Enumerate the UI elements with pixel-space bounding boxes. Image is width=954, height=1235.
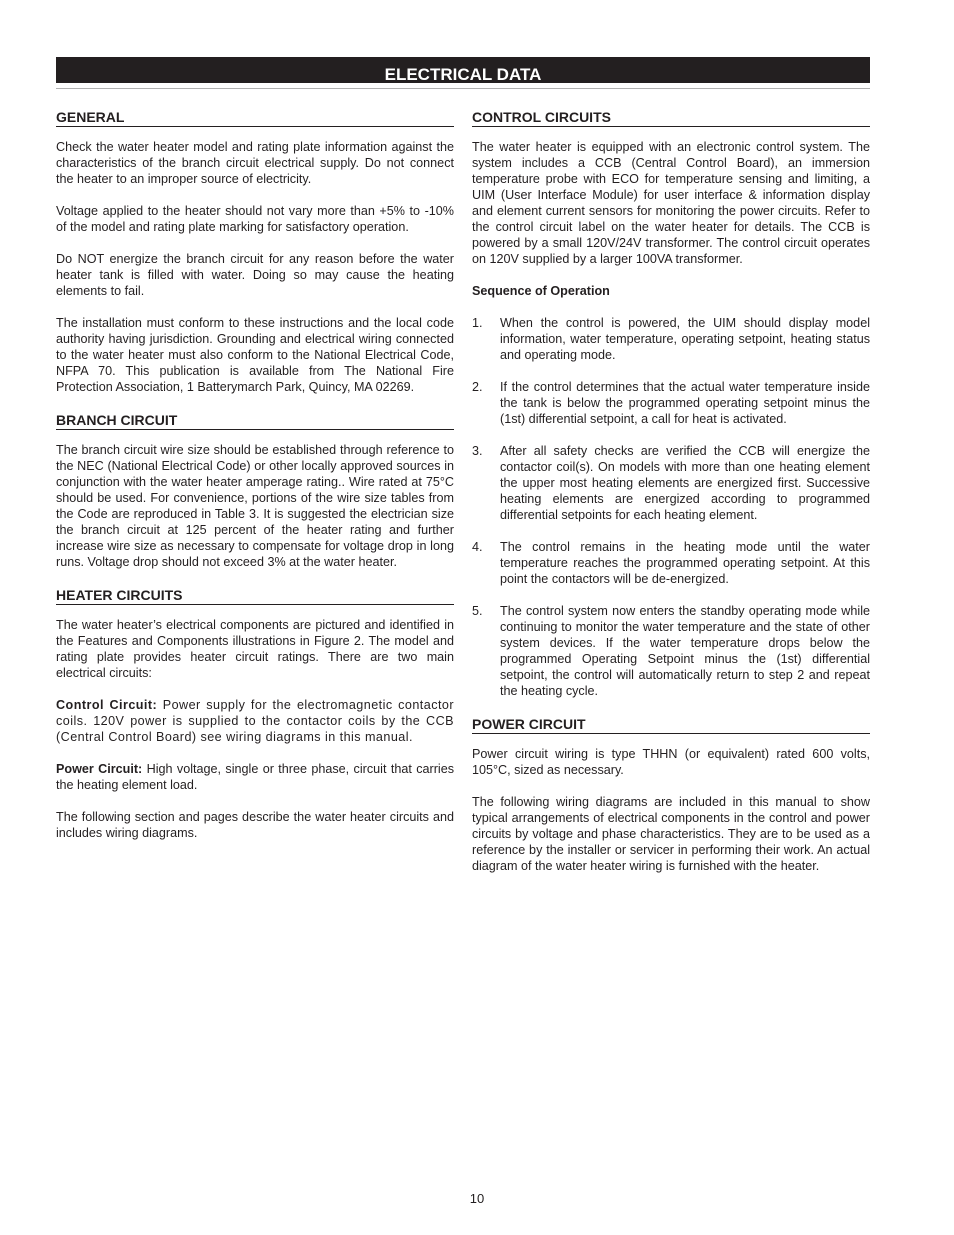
step-number: 3. [472,444,483,458]
sequence-steps-list [472,315,870,699]
power-circuit-text: High voltage, single or three phase, circuit that carries the heating element load. [56,762,454,792]
step-text: After all safety checks are verified the CCB will energize the contactor coil(s). On models with more than one heating element the upper most heating elements are energized first. Successive heating elements are energized according to programmed differential setpoints for each heating element. [500,444,870,522]
power-circuit-paragraph [56,761,454,793]
step-number: 1. [472,316,483,330]
power-circuit-paragraph-1: Power circuit wiring is type THHN (or equivalent) rated 600 volts, 105°C, sized as necessary. [472,747,870,777]
step-text: The control system now enters the standby operating mode while continuing to monitor the water temperature and the state of other system devices. If the water temperature drops below the programmed Operating Setpoint minus the (1st) differential setpoint, the control will automatically return to step 2 and repeat the heating cycle. [500,604,870,698]
list-item [472,379,870,427]
list-item [472,443,870,523]
power-circuit-paragraph-2: The following wiring diagrams are included in this manual to show typical arrangements of electrical components in the control and power circuits by voltage and phase characteristics. They are to be used as a reference by the installer or servicer in performing their work. An actual diagram of the water heater wiring is furnished with the heater. [472,795,870,873]
page-title: ELECTRICAL DATA [56,57,870,83]
list-item [472,539,870,587]
general-paragraph-1: Check the water heater model and rating plate information against the characteristics of the branch circuit electrical supply. Do not connect the heater to an improper source of electricity. [56,140,454,186]
heading-power-circuit: POWER CIRCUIT [472,715,870,734]
step-number: 2. [472,380,483,394]
step-text: If the control determines that the actual water temperature inside the tank is below the programmed operating setpoint minus the (1st) differential setpoint, a call for heat is activated. [500,380,870,426]
heading-general: GENERAL [56,108,454,127]
heater-circuits-paragraph-last: The following section and pages describe the water heater circuits and includes wiring diagrams. [56,810,454,840]
step-text: When the control is powered, the UIM should display model information, water temperature, operating setpoint, heating status and operating mode. [500,316,870,362]
step-text: The control remains in the heating mode until the water temperature reaches the programmed operating setpoint. At this point the contactors will be de-energized. [500,540,870,586]
general-paragraph-3: Do NOT energize the branch circuit for any reason before the water heater tank is filled with water. Doing so may cause the heating elements to fail. [56,252,454,298]
title-divider [56,88,870,89]
control-circuit-paragraph [56,697,454,745]
general-paragraph-4: The installation must conform to these instructions and the local code authority having jurisdiction. Grounding and electrical wiring connected to the water heater must also conform to the National Electrical Code, NFPA 70. This publication is available from The National Fire Protection Association, 1 Batterymarch Park, Quincy, MA 02269. [56,316,454,394]
step-number: 4. [472,540,483,554]
control-circuit-text: Power supply for the electromagnetic contactor coils. 120V power is supplied to the contactor coils by the CCB (Central Control Board) see wiring diagrams in this manual. [56,698,455,744]
heading-branch-circuit: BRANCH CIRCUIT [56,411,454,430]
power-circuit-lead: Power Circuit: [56,762,143,776]
heater-circuits-paragraph-1: The water heater’s electrical components are pictured and identified in the Features and Components illustrations in Figure 2. The model and rating plate provides heater circuit ratings. There are two main electrical circuits: [56,618,454,680]
branch-circuit-paragraph: The branch circuit wire size should be established through reference to the NEC (National Electrical Code) or other locally approved sources in conjunction with the water heater amperage rating.. Wire rated at 75°C should be used. For convenience, portions of the wire size tables from the Code are reproduced in Table 3. It is suggested the electrician size the branch circuit at 125 percent of the heater rating and further increase wire size as necessary to compensate for voltage drop in long runs. Voltage drop should not exceed 3% at the water heater. [56,443,454,569]
left-column [56,108,454,857]
heading-heater-circuits: HEATER CIRCUITS [56,586,454,605]
heading-control-circuits: CONTROL CIRCUITS [472,108,870,127]
control-circuit-lead: Control Circuit: [56,698,158,712]
right-column [472,108,870,890]
general-paragraph-2: Voltage applied to the heater should not vary more than +5% to -10% of the model and rating plate marking for satisfactory operation. [56,204,454,234]
list-item [472,315,870,363]
step-number: 5. [472,604,483,618]
list-item [472,603,870,699]
sequence-of-operation-heading: Sequence of Operation [472,284,610,298]
control-circuits-paragraph: The water heater is equipped with an electronic control system. The system includes a CCB (Central Control Board), an immersion temperature probe with ECO for temperature sensing and limiting, a UIM (User Interface Module) for user interface & information display and element current sensors for monitoring the power circuits. Refer to the control circuit label on the water heater for details. The CCB is powered by a small 120V/24V transformer. The control circuit operates on 120V supplied by a larger 100VA transformer. [472,140,870,266]
page-number: 10 [469,1191,485,1206]
